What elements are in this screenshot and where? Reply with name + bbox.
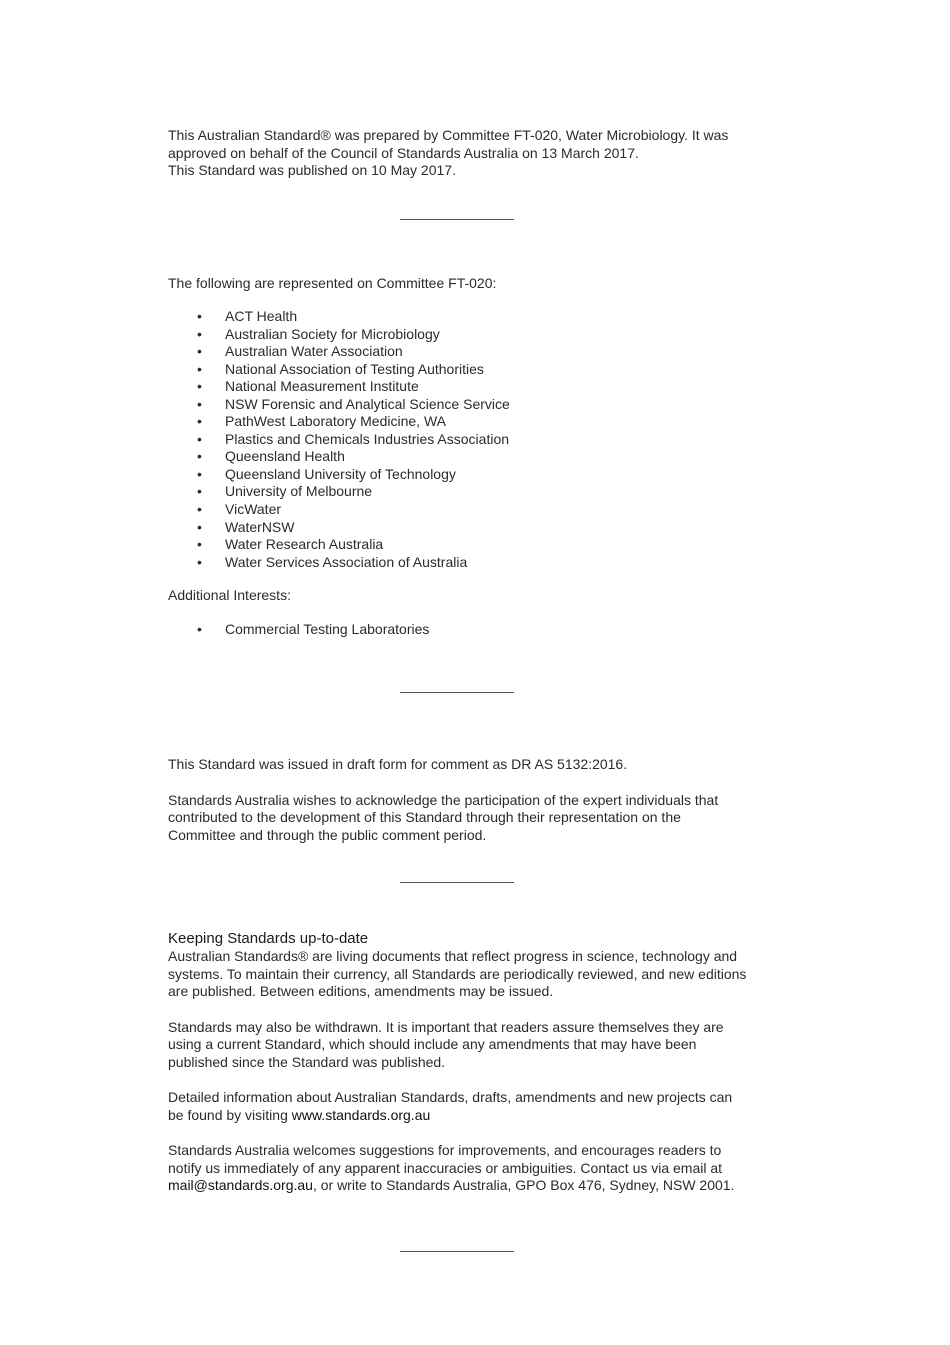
paragraph-line: published since the Standard was published. [168, 1053, 446, 1070]
list-item: • University of Melbourne [168, 483, 758, 501]
paragraph-line: Australian Standards® are living documents that reflect progress in science, technology and [168, 948, 738, 965]
paragraph-line: be found by visiting [168, 1106, 292, 1123]
living-documents-paragraph [168, 948, 758, 1001]
contact-email-link[interactable]: mail@standards.org.au [168, 1177, 313, 1194]
acknowledgement-line-3: Committee and through the public comment period. [168, 826, 487, 843]
section-divider [400, 692, 514, 693]
additional-interests-list [168, 621, 758, 639]
preparation-line-1: This Australian Standard® was prepared by Committee FT-020, Water Microbiology. It was [168, 127, 729, 143]
list-item: • PathWest Laboratory Medicine, WA [168, 413, 758, 431]
paragraph-line: Detailed information about Australian Standards, drafts, amendments and new projects can [168, 1089, 733, 1106]
withdrawal-paragraph [168, 1019, 758, 1072]
list-item: • Australian Water Association [168, 343, 758, 361]
acknowledgement-line-2: contributed to the development of this Standard through their representation on the [168, 809, 681, 826]
document-page [168, 127, 758, 1252]
additional-interests-label: Additional Interests: [168, 587, 291, 604]
list-item: • Water Services Association of Australia [168, 554, 758, 572]
information-paragraph [168, 1089, 758, 1124]
standards-website-link[interactable]: www.standards.org.au [291, 1106, 431, 1123]
list-item: • WaterNSW [168, 519, 758, 537]
list-item: • NSW Forensic and Analytical Science Service [168, 396, 758, 414]
list-item: • Commercial Testing Laboratories [168, 621, 758, 639]
list-item: • ACT Health [168, 308, 758, 326]
list-item: • Australian Society for Microbiology [168, 326, 758, 344]
list-item: • VicWater [168, 501, 758, 519]
committee-members-list [168, 308, 758, 571]
section-divider [400, 882, 514, 883]
paragraph-line: systems. To maintain their currency, all Standards are periodically reviewed, and new editions [168, 965, 747, 982]
list-item: • Water Research Australia [168, 536, 758, 554]
publication-line: This Standard was published on 10 May 2017. [168, 162, 456, 178]
contact-paragraph [168, 1142, 758, 1195]
paragraph-line: Standards may also be withdrawn. It is important that readers assure themselves they are [168, 1018, 724, 1035]
paragraph-line: Standards Australia welcomes suggestions for improvements, and encourages readers to [168, 1142, 722, 1159]
preparation-line-2: approved on behalf of the Council of Standards Australia on 13 March 2017. [168, 144, 639, 161]
committee-representation-intro: The following are represented on Committee FT-020: [168, 274, 497, 291]
paragraph-line: notify us immediately of any apparent inaccuracies or ambiguities. Contact us via email at [168, 1159, 723, 1176]
acknowledgement-line-1: Standards Australia wishes to acknowledge the participation of the expert individuals that [168, 791, 719, 808]
paragraph-line: using a current Standard, which should include any amendments that may have been [168, 1036, 697, 1053]
draft-note: This Standard was issued in draft form for comment as DR AS 5132:2016. [168, 756, 628, 773]
acknowledgement-paragraph [168, 792, 758, 845]
paragraph-line: are published. Between editions, amendments may be issued. [168, 983, 554, 1000]
keeping-standards-heading: Keeping Standards up-to-date [168, 930, 369, 948]
list-item: • Queensland Health [168, 448, 758, 466]
paragraph-line: , or write to Standards Australia, GPO Box 476, Sydney, NSW 2001. [312, 1177, 735, 1194]
section-divider [400, 219, 514, 220]
preparation-statement [168, 127, 758, 180]
list-item: • Plastics and Chemicals Industries Association [168, 431, 758, 449]
section-divider [400, 1251, 514, 1252]
list-item: • Queensland University of Technology [168, 466, 758, 484]
list-item: • National Association of Testing Authorities [168, 361, 758, 379]
list-item: • National Measurement Institute [168, 378, 758, 396]
